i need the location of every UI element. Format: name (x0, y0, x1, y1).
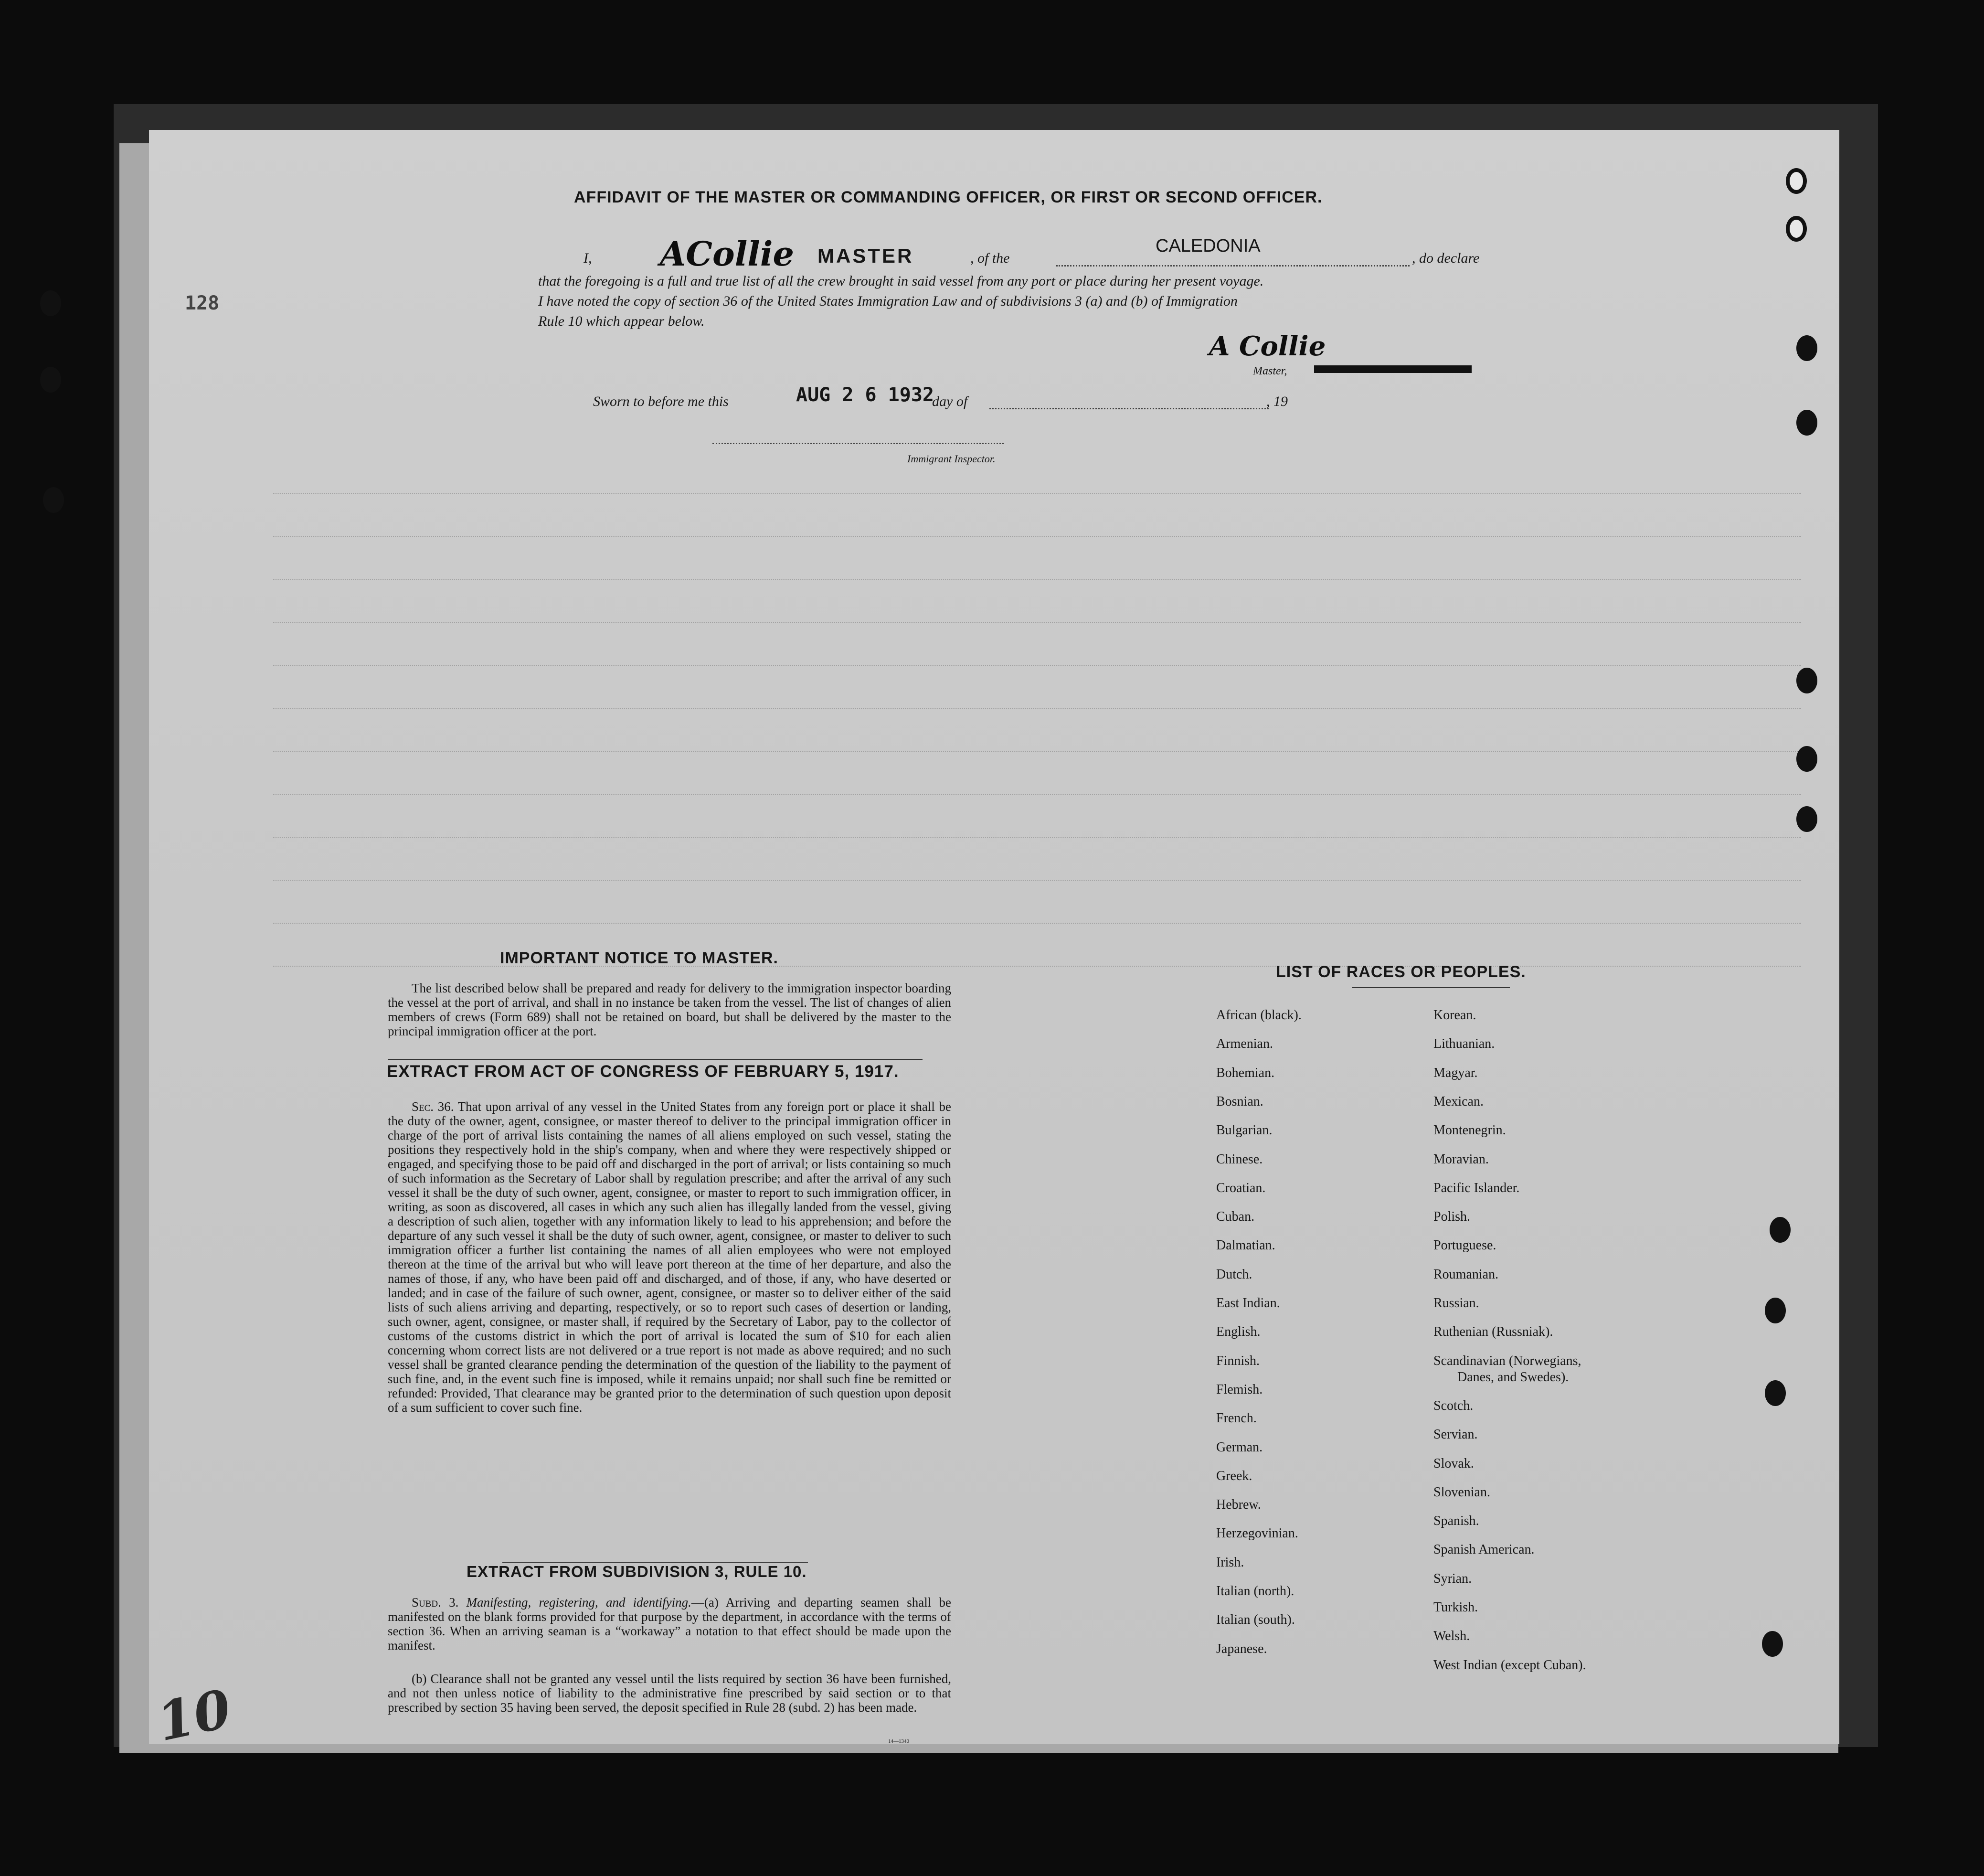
ghost-row (273, 665, 1801, 668)
rule-title: EXTRACT FROM SUBDIVISION 3, RULE 10. (467, 1563, 807, 1580)
punch-hole (1796, 806, 1817, 832)
race-item: Pacific Islander. (1433, 1180, 1520, 1195)
race-item: Russian. (1433, 1296, 1479, 1311)
ghost-row (273, 837, 1801, 840)
race-item: Lithuanian. (1433, 1036, 1495, 1052)
punch-hole (1796, 668, 1817, 693)
race-item: Scandinavian (Norwegians, (1433, 1353, 1581, 1368)
ghost-row (273, 536, 1801, 539)
do-declare-label: , do declare (1412, 250, 1480, 266)
race-item: Irish. (1216, 1555, 1244, 1570)
race-item: African (black). (1216, 1008, 1302, 1023)
race-item: Ruthenian (Russniak). (1433, 1324, 1553, 1340)
race-item: Flemish. (1216, 1382, 1263, 1397)
ghost-row (273, 708, 1801, 711)
vessel-name-line (1056, 265, 1410, 266)
race-item: Portuguese. (1433, 1238, 1496, 1253)
master-signature: ACollie (660, 234, 795, 274)
race-item: English. (1216, 1324, 1261, 1340)
of-the-label: , of the (970, 250, 1010, 266)
act-body: That upon arrival of any vessel in the United States from any foreign port or place it shall be the duty of the owner, agent, consignee, or master thereof to deliver to the principal immigration officer in charge of the port of arrival lists containing the names of all aliens employed on such vessel, stating the positions they respectively hold in the ship's company, when and where they were respectively shipped or engaged, and specifying those to be paid off and discharged in the port of arrival; or lists containing so much of such information as the Secretary of Labor shall by regulation prescribe; and after the arrival of any such vessel it shall be the duty of such owner, agent, consignee, or master to report to such immigration officer, in writing, as soon as discovered, all cases in which any such alien has illegally landed from the vessel, giving a description of such alien, together with any information likely to lead to his apprehension; and before the departure of any such vessel it shall be the duty of such owner, agent, consignee, or master to deliver to such immigration officer a further list containing the names of all alien employees who were not employed thereon at the time of the arrival but who will leave port thereon at the time of her departure, and also the names of those, if any, who have been paid off and discharged, and of those, if any, who have deserted or landed; and in case of the failure of such owner, agent, consignee, or master so to deliver either of the said lists of such aliens arriving and departing, respectively, or so to report such cases of desertion or landing, such owner, agent, consignee, or master shall, if required by the Secretary of Labor, pay to the collector of customs of the customs district in which the port of arrival is located the sum of $10 for each alien concerning whom correct lists are not delivered or a true report is not made as above required; and no such vessel shall be granted clearance pending the determination of the question of the liability to the payment of such fine, and, in the event such fine is imposed, while it remains unpaid; nor shall such fine be remitted or refunded: Provided, That clearance may be granted prior to the determination of such question upon deposit of a sum sufficient to cover such fine. (388, 1099, 951, 1415)
punch-hole (40, 290, 61, 316)
act-title: EXTRACT FROM ACT OF CONGRESS OF FEBRUARY 5, 1917. (387, 1062, 899, 1081)
date-stamp: AUG 2 6 1932 (796, 384, 934, 406)
punch-hole (1786, 216, 1807, 242)
punch-hole (1765, 1380, 1786, 1406)
divider (388, 1059, 923, 1060)
races-title: LIST OF RACES OR PEOPLES. (1276, 963, 1526, 981)
subd-label: Subd. 3. (412, 1595, 459, 1610)
race-item: West Indian (except Cuban). (1433, 1657, 1586, 1673)
race-item: Croatian. (1216, 1180, 1266, 1195)
race-item: Roumanian. (1433, 1267, 1499, 1282)
sworn-prefix: Sworn to before me this (593, 394, 729, 409)
affidavit-title: AFFIDAVIT OF THE MASTER OR COMMANDING OFFICER, OR FIRST OR SECOND OFFICER. (574, 188, 1323, 206)
inspector-signature-line (712, 443, 1004, 444)
struck-out-text (1314, 365, 1472, 373)
notice-text: The list described below shall be prepared and ready for delivery to the immigration inspector boarding the vessel at the port of arrival, and shall in no instance be taken from the vessel. The list of changes of alien members of crews (Form 689) shall not be retained on board, but shall be delivered by the master to the principal immigration officer at the port. (388, 981, 951, 1038)
ghost-row (273, 923, 1801, 926)
ghost-row (273, 579, 1801, 582)
punch-hole (1796, 746, 1817, 772)
race-item: East Indian. (1216, 1296, 1280, 1311)
race-item: Slovenian. (1433, 1484, 1490, 1500)
race-item: German. (1216, 1439, 1263, 1455)
race-item: Italian (south). (1216, 1612, 1295, 1628)
divider (1352, 987, 1510, 988)
pronoun-label: I, (584, 250, 592, 266)
signature: A Collie (1209, 330, 1326, 362)
punch-hole (40, 367, 61, 393)
race-item: Moravian. (1433, 1151, 1489, 1167)
vessel-name: CALEDONIA (1156, 236, 1261, 256)
signature-caption: Master, (1253, 365, 1287, 377)
race-item: Chinese. (1216, 1151, 1263, 1167)
margin-handwriting: 10 (152, 1677, 236, 1753)
race-item: Welsh. (1433, 1629, 1470, 1644)
ghost-row (273, 880, 1801, 883)
race-item: Syrian. (1433, 1571, 1472, 1586)
race-item: Magyar. (1433, 1065, 1478, 1080)
race-item: Bulgarian. (1216, 1123, 1273, 1138)
race-item: Turkish. (1433, 1600, 1478, 1615)
race-item: Armenian. (1216, 1036, 1273, 1052)
ghost-row (273, 751, 1801, 754)
margin-number: 128 (185, 292, 220, 314)
ghost-row (273, 493, 1801, 496)
race-item: Italian (north). (1216, 1584, 1294, 1599)
punch-hole (1762, 1631, 1783, 1657)
race-item: Spanish American. (1433, 1542, 1535, 1557)
race-item: Korean. (1433, 1008, 1476, 1023)
affidavit-line-3: I have noted the copy of section 36 of the United States Immigration Law and of subdivisions 3 (a) and (b) of Immigration (538, 293, 1238, 309)
race-item: Montenegrin. (1433, 1123, 1506, 1138)
punch-hole (1796, 335, 1817, 361)
affidavit-line-4: Rule 10 which appear below. (538, 313, 705, 329)
race-item: Cuban. (1216, 1209, 1255, 1225)
race-item: Spanish. (1433, 1514, 1479, 1529)
race-item: Danes, and Swedes). (1457, 1369, 1569, 1385)
subd-heading: Manifesting, registering, and identifying. (466, 1595, 691, 1610)
race-item: Dalmatian. (1216, 1238, 1275, 1253)
affidavit-line-2: that the foregoing is a full and true list of all the crew brought in said vessel from any port or place during her present voyage. (538, 273, 1264, 289)
punch-hole (1770, 1217, 1791, 1243)
section-label: Sec. 36. (412, 1099, 454, 1114)
race-item: French. (1216, 1411, 1257, 1426)
form-number: 14—1340 (888, 1738, 909, 1744)
race-item: Japanese. (1216, 1641, 1267, 1656)
inspector-label: Immigrant Inspector. (907, 453, 996, 465)
ghost-row (273, 794, 1801, 797)
race-item: Hebrew. (1216, 1497, 1261, 1513)
day-of-label: day of (932, 394, 968, 409)
race-item: Scotch. (1433, 1398, 1474, 1413)
punch-hole (43, 487, 64, 513)
race-item: Bohemian. (1216, 1065, 1275, 1080)
race-item: Herzegovinian. (1216, 1526, 1298, 1541)
act-text (388, 1099, 951, 1415)
race-item: Servian. (1433, 1427, 1478, 1442)
race-item: Greek. (1216, 1468, 1252, 1483)
rule-text-a (388, 1595, 951, 1652)
master-label: MASTER (817, 245, 914, 267)
month-line (989, 408, 1269, 409)
punch-hole (1786, 168, 1807, 194)
rule-text-b: (b) Clearance shall not be granted any vessel until the lists required by section 36 have been furnished, and not then unless notice of liability to the administrative fine prescribed by said section or to that prescribed by section 35 having been served, the deposit specified in Rule 28 (subd. 2) has been made. (388, 1672, 951, 1715)
race-item: Bosnian. (1216, 1094, 1263, 1109)
race-item: Polish. (1433, 1209, 1471, 1225)
affidavit-page (149, 130, 1839, 1753)
ghost-row (273, 622, 1801, 625)
punch-hole (1765, 1298, 1786, 1323)
race-item: Finnish. (1216, 1353, 1260, 1368)
punch-hole (1796, 410, 1817, 436)
subd-text-a: —(a) Arriving and departing seamen shall be manifested on the blank forms provided for that purpose by the department, in accordance with the terms of section 36. When an arriving seaman is a “workaway” a notation to that effect should be made upon the manifest. (388, 1595, 951, 1652)
race-item: Slovak. (1433, 1456, 1474, 1471)
year-prefix: , 19 (1266, 394, 1288, 409)
race-item: Mexican. (1433, 1094, 1484, 1109)
notice-title: IMPORTANT NOTICE TO MASTER. (500, 949, 778, 967)
race-item: Dutch. (1216, 1267, 1252, 1282)
